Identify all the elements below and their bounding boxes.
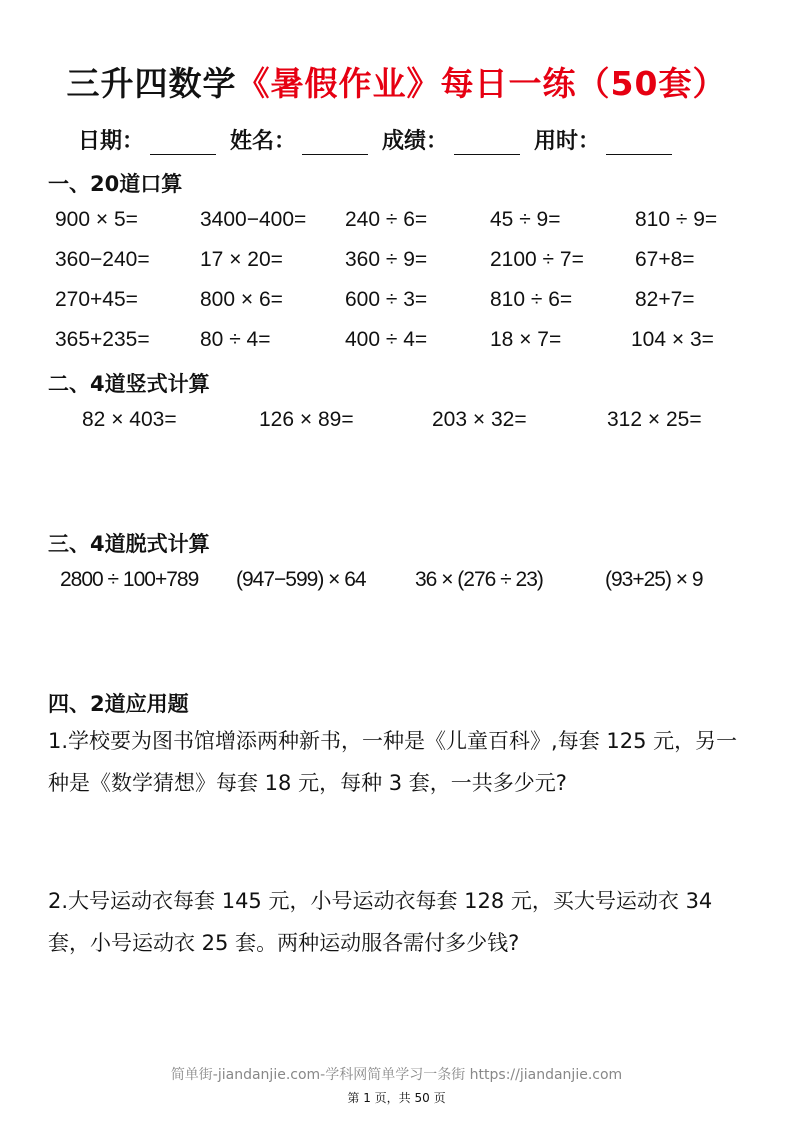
problem: (93+25) × 9 xyxy=(605,568,703,591)
section-heading: 四、2道应用题 xyxy=(48,692,189,716)
section-heading: 二、4道竖式计算 xyxy=(48,372,210,396)
score-field xyxy=(382,124,520,155)
section-heading: 三、4道脱式计算 xyxy=(48,532,210,556)
problem: 2800 ÷ 100+789 xyxy=(60,568,199,591)
problem: 18 × 7= xyxy=(490,328,562,351)
word-problem-2: 2.大号运动衣每套 145 元，小号运动衣每套 128 元，买大号运动衣 34 套，小号运动衣 25 套。两种运动服各需付多少钱? xyxy=(48,889,713,955)
problem: 800 × 6= xyxy=(200,288,283,311)
score-blank xyxy=(454,128,520,155)
problem: 312 × 25= xyxy=(607,408,702,431)
problem: 17 × 20= xyxy=(200,248,283,271)
watermark: 简单街-jiandanjie.com-学科网简单学习一条街 https://jiandanjie.com xyxy=(170,1067,623,1083)
problem: 2100 ÷ 7= xyxy=(490,248,584,271)
problem: 270+45= xyxy=(55,288,138,311)
time-blank xyxy=(606,128,672,155)
problem: 126 × 89= xyxy=(259,408,354,431)
date-blank xyxy=(150,128,216,155)
problem: 400 ÷ 4= xyxy=(345,328,428,351)
problem: 104 × 3= xyxy=(631,328,714,351)
problem: 82 × 403= xyxy=(82,408,177,431)
problem: 203 × 32= xyxy=(432,408,527,431)
title-black: 三升四数学 xyxy=(66,64,237,103)
time-field xyxy=(534,124,672,155)
problem: (947−599) × 64 xyxy=(236,568,366,591)
problem: 82+7= xyxy=(635,288,695,311)
problem: 45 ÷ 9= xyxy=(490,208,561,231)
problem: 365+235= xyxy=(55,328,150,351)
problem: 360−240= xyxy=(55,248,150,271)
problem: 600 ÷ 3= xyxy=(345,288,428,311)
info-line xyxy=(78,124,672,155)
problem: 240 ÷ 6= xyxy=(345,208,428,231)
time-label: 用时： xyxy=(534,129,601,154)
problem: 67+8= xyxy=(635,248,695,271)
problem: 900 × 5= xyxy=(55,208,138,231)
name-field xyxy=(230,124,368,155)
problem: 80 ÷ 4= xyxy=(200,328,271,351)
problem: 360 ÷ 9= xyxy=(345,248,428,271)
date-field xyxy=(78,124,216,155)
problem: 3400−400= xyxy=(200,208,307,231)
problem: 810 ÷ 9= xyxy=(635,208,718,231)
section-heading: 一、20道口算 xyxy=(48,172,183,196)
date-label: 日期： xyxy=(78,129,145,154)
word-problem-1: 1.学校要为图书馆增添两种新书，一种是《儿童百科》,每套 125 元，另一种是《数学猜想》每套 18 元，每种 3 套，一共多少元? xyxy=(48,729,738,795)
problem: 810 ÷ 6= xyxy=(490,288,573,311)
name-blank xyxy=(302,128,368,155)
score-label: 成绩： xyxy=(382,129,449,154)
page-title xyxy=(0,58,793,105)
title-red: 《暑假作业》每日一练（50套） xyxy=(236,64,727,103)
name-label: 姓名： xyxy=(230,129,297,154)
problem: 36 × (276 ÷ 23) xyxy=(415,568,543,591)
page-number: 第 1 页，共 50 页 xyxy=(347,1091,446,1105)
